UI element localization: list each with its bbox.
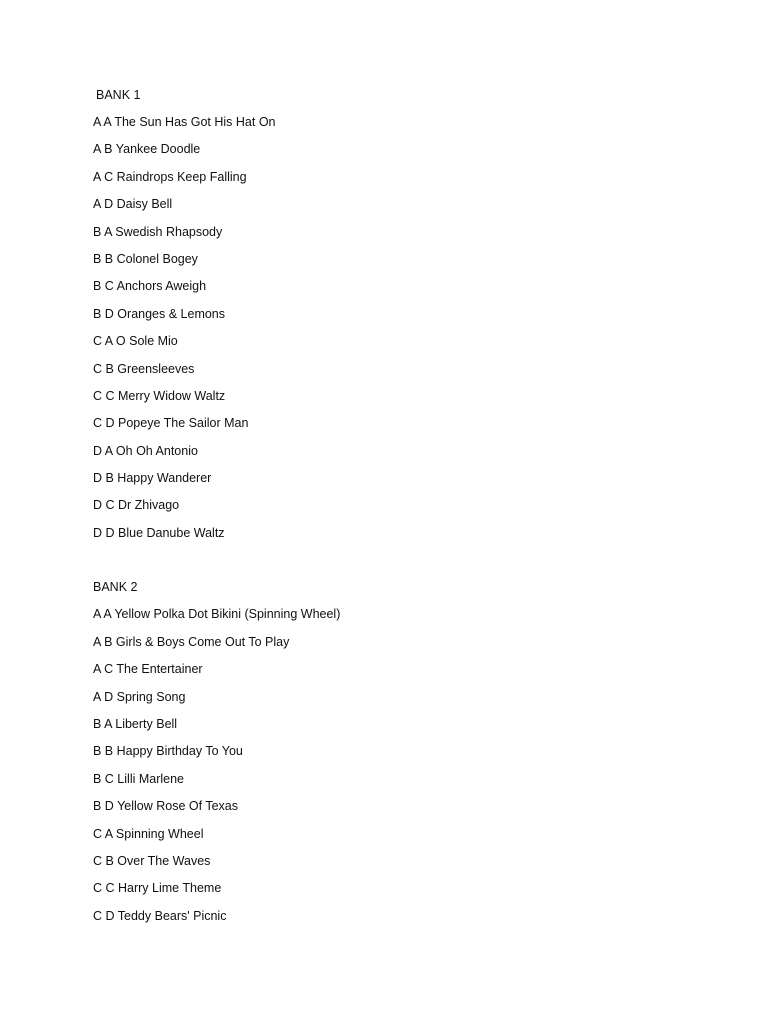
list-item: C A O Sole Mio <box>93 334 178 349</box>
list-item: B C Lilli Marlene <box>93 771 185 786</box>
list-item: B A Swedish Rhapsody <box>93 224 223 239</box>
list-item: A B Girls & Boys Come Out To Play <box>93 634 290 649</box>
list-item: A B Yankee Doodle <box>93 142 201 157</box>
list-item: A A Yellow Polka Dot Bikini (Spinning Wheel) <box>93 607 341 622</box>
bank-2-section <box>93 579 693 935</box>
list-item: C B Greensleeves <box>93 361 195 376</box>
bank-2-list <box>93 606 693 924</box>
list-item: C B Over The Waves <box>93 853 211 868</box>
list-item: C C Harry Lime Theme <box>93 881 222 896</box>
bank-1-title: BANK 1 <box>96 88 141 102</box>
list-item: B D Oranges & Lemons <box>93 306 226 321</box>
list-item: B B Colonel Bogey <box>93 251 198 266</box>
list-item: D B Happy Wanderer <box>93 471 212 486</box>
list-item: A C The Entertainer <box>93 662 203 677</box>
list-item: B D Yellow Rose Of Texas <box>93 799 238 814</box>
list-item: B A Liberty Bell <box>93 716 178 731</box>
list-item: C A Spinning Wheel <box>93 826 204 841</box>
list-item: D C Dr Zhivago <box>93 498 180 513</box>
list-item: D D Blue Danube Waltz <box>93 525 225 540</box>
list-item: B B Happy Birthday To You <box>93 744 243 759</box>
list-item: C C Merry Widow Waltz <box>93 388 226 403</box>
list-item: C D Popeye The Sailor Man <box>93 416 249 431</box>
bank-1-list <box>93 114 693 542</box>
list-item: A A The Sun Has Got His Hat On <box>93 115 276 129</box>
list-item: A D Daisy Bell <box>93 197 173 212</box>
bank-1-section <box>93 87 693 552</box>
bank-2-title: BANK 2 <box>93 580 138 594</box>
list-item: C D Teddy Bears' Picnic <box>93 908 227 923</box>
list-item: A C Raindrops Keep Falling <box>93 169 247 184</box>
list-item: B C Anchors Aweigh <box>93 279 207 294</box>
list-item: A D Spring Song <box>93 689 186 704</box>
list-item: D A Oh Oh Antonio <box>93 443 198 458</box>
